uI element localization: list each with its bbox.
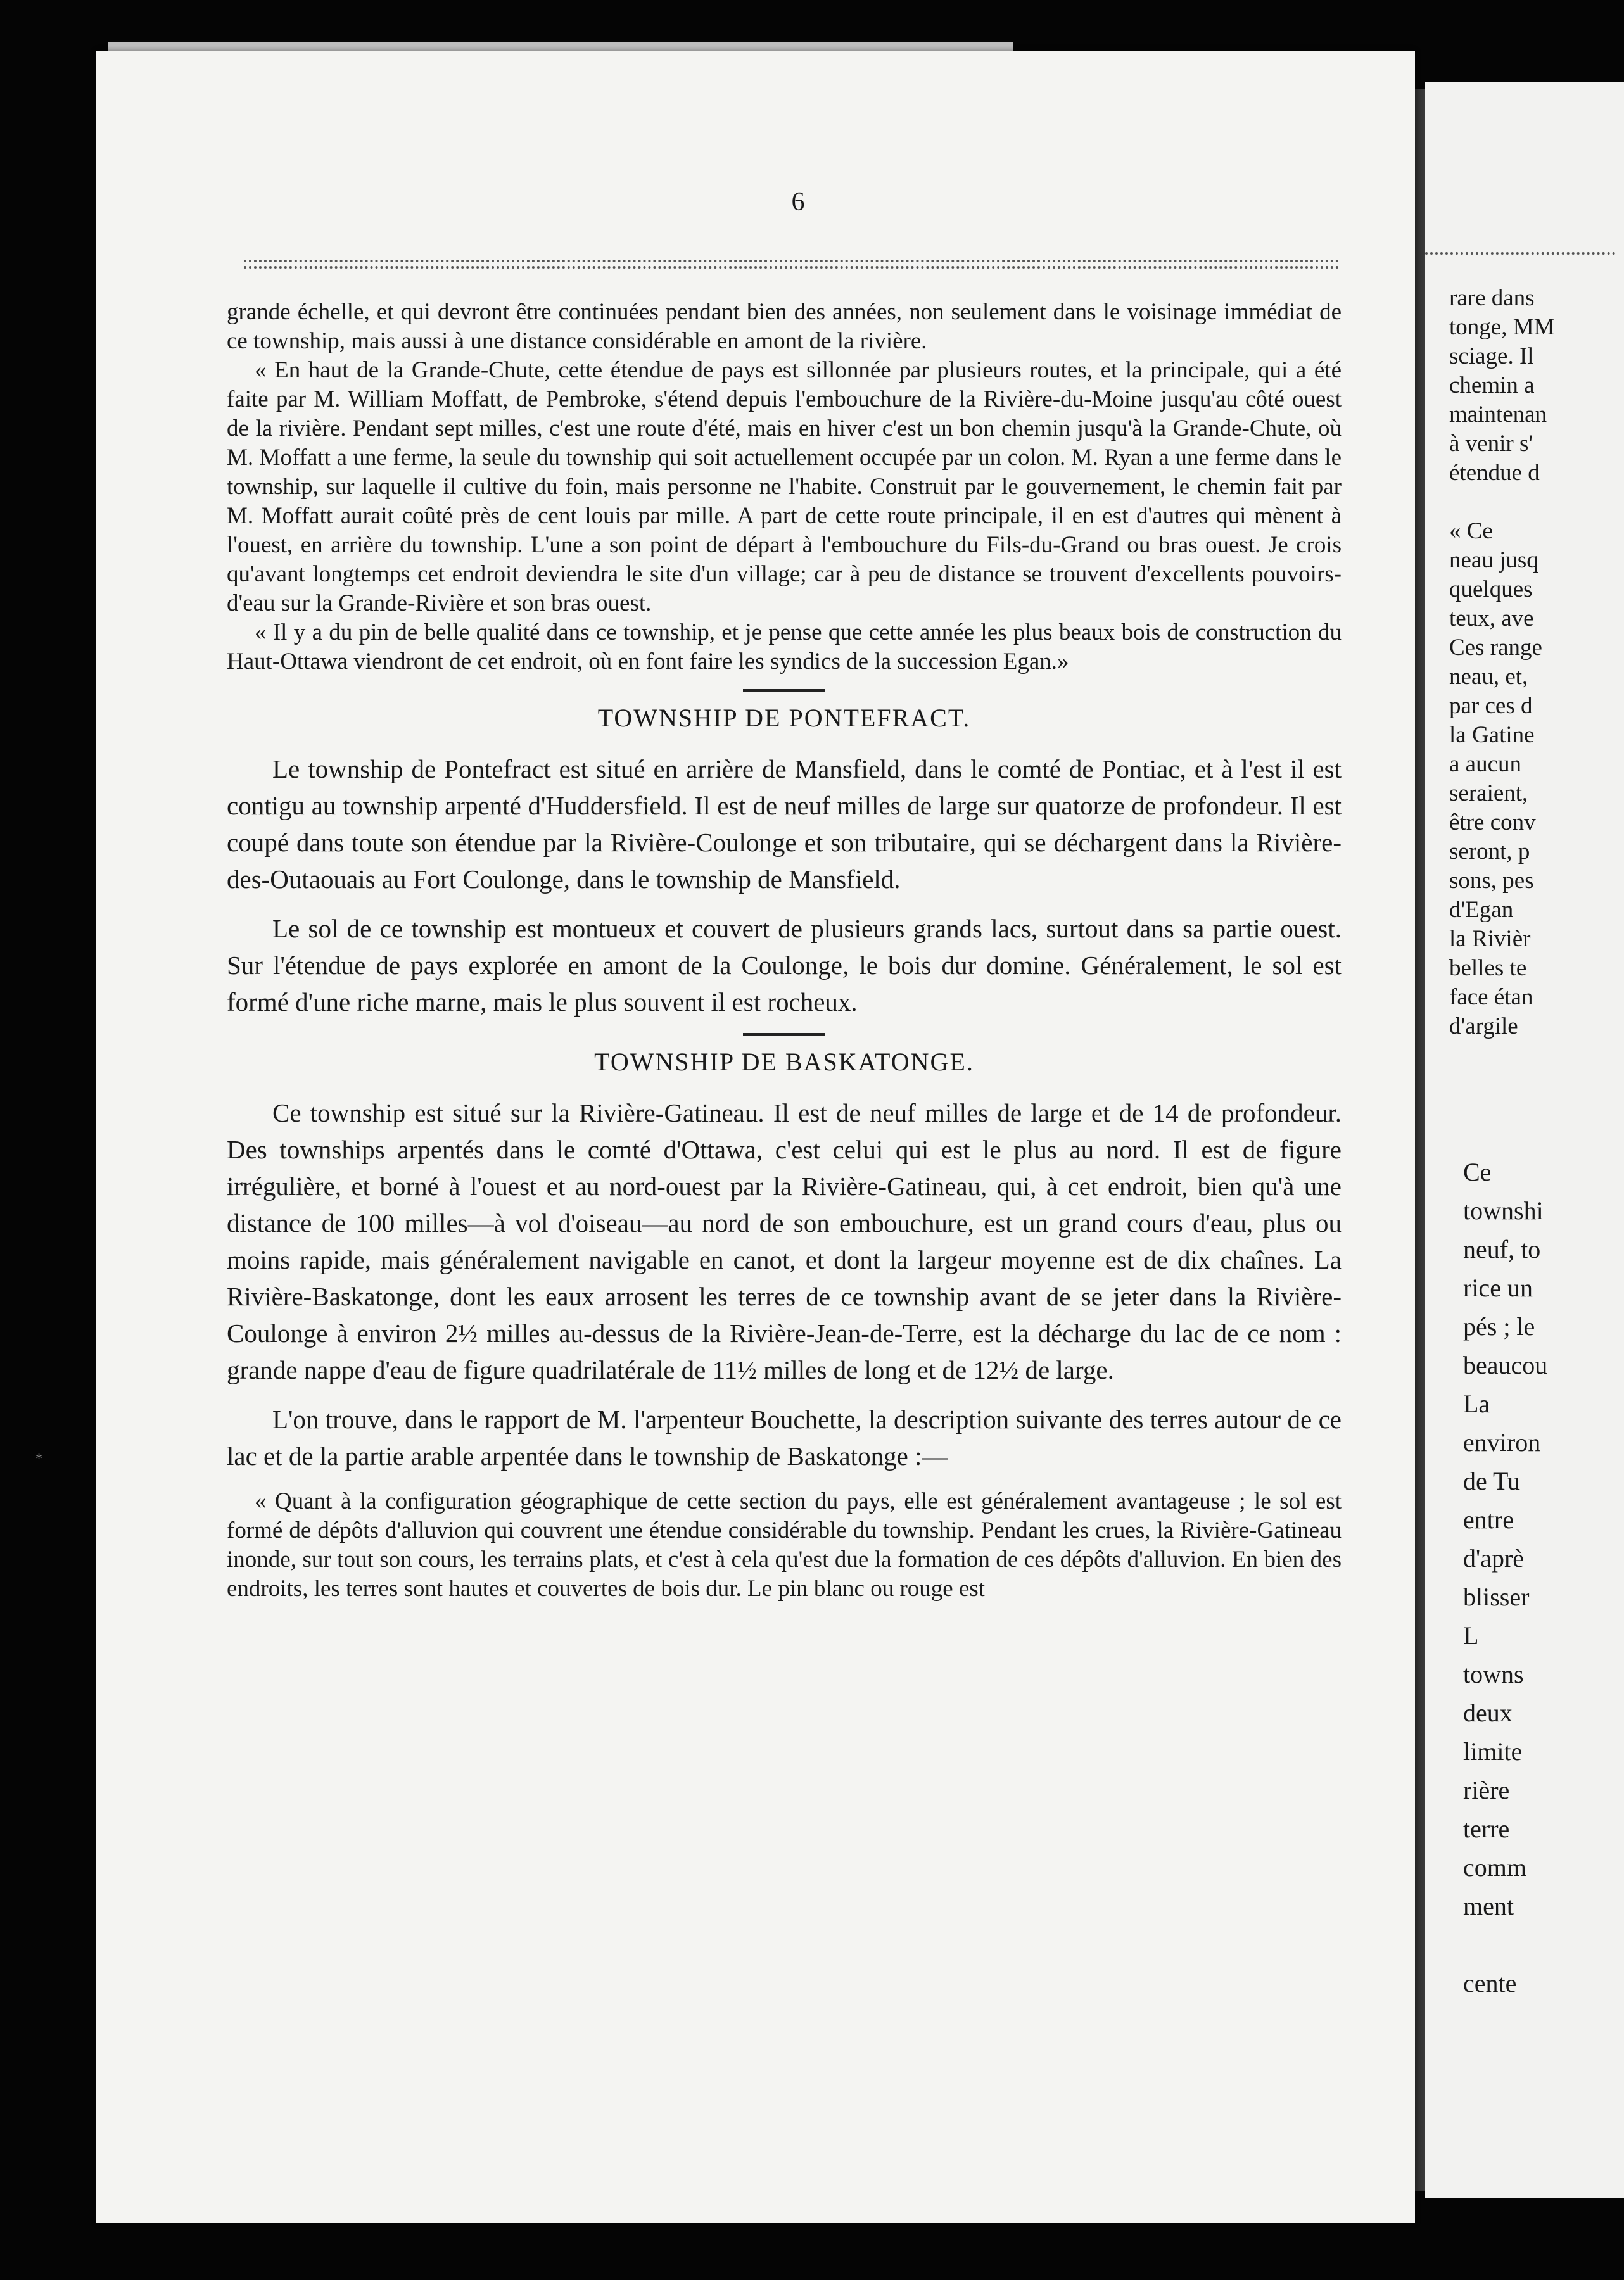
- next-page-line: L: [1463, 1621, 1479, 1650]
- intro-quote: [227, 298, 1342, 676]
- next-page-line: neuf, to: [1463, 1235, 1541, 1264]
- header-rule: [244, 260, 1340, 262]
- next-page-line: face étan: [1449, 984, 1533, 1010]
- next-page-line: maintenan: [1449, 402, 1547, 428]
- next-page-line: blisser: [1463, 1583, 1530, 1611]
- section-heading-pontefract: TOWNSHIP DE PONTEFRACT.: [597, 704, 971, 732]
- next-page-line: tonge, MM: [1449, 314, 1555, 340]
- intro-paragraph: « En haut de la Grande-Chute, cette étendue de pays est sillonnée par plusieurs routes, et la principale, qui a été faite par M. William Moffatt, de Pembroke, s'étend depuis l'embouchure de la Rivière-du-Moine jusqu'au côté ouest de la rivière. Pendant sept milles, c'est une route d'été, mais en hiver c'est un bon chemin jusqu'à la Grande-Chute, où M. Moffatt a une ferme, la seule du township qui soit actuellement occupée par un colon. M. Ryan a une ferme dans le township, sur laquelle il cultive du foin, mais personne ne l'habite. Construit par le gouvernement, le chemin fait par M. Moffatt aurait coûté près de cent louis par mille. A part de cette route principale, il en est d'autres qui mènent à l'ouest, en arrière du township. L'une a son point de départ à l'embouchure du Fils-du-Grand ou bras ouest. Je crois qu'avant longtemps cet endroit deviendra le site d'un village; car à peu de distance se trouvent d'excellents pouvoirs-d'eau sur la Grande-Rivière et son bras ouest.: [227, 357, 1342, 616]
- next-page-line: terre: [1463, 1814, 1510, 1843]
- next-page-lower-column: [1463, 1153, 1624, 2003]
- next-page-line: Ce: [1463, 1158, 1492, 1186]
- pontefract-body: [227, 750, 1342, 1020]
- next-page-line: la Gatine: [1449, 722, 1535, 748]
- next-page-line: pés ; le: [1463, 1312, 1535, 1341]
- next-page-line: rice un: [1463, 1274, 1533, 1302]
- next-page-line: limite: [1463, 1737, 1523, 1766]
- intro-paragraph: « Il y a du pin de belle qualité dans ce township, et je pense que cette année les plus beaux bois de construction du Haut-Ottawa viendront de cet endroit, où en font faire les syndics de la succession Egan.»: [227, 619, 1342, 674]
- next-page-line: a aucun: [1449, 751, 1522, 777]
- next-page-line: sciage. Il: [1449, 343, 1534, 369]
- next-page-line: ment: [1463, 1892, 1514, 1920]
- next-page-line: la Rivièr: [1449, 926, 1531, 952]
- next-page-line: belles te: [1449, 955, 1527, 981]
- next-page-line: environ: [1463, 1428, 1541, 1457]
- next-page-line: La: [1463, 1390, 1490, 1418]
- next-page-line: être conv: [1449, 809, 1536, 835]
- next-page-rule: [1425, 252, 1615, 257]
- next-page-line: cente: [1463, 1969, 1517, 1998]
- next-page-line: étendue d: [1449, 460, 1540, 486]
- body-paragraph: L'on trouve, dans le rapport de M. l'arpenteur Bouchette, la description suivante des terres autour de ce lac et de la partie arable arpentée dans le township de Baskatonge :—: [227, 1405, 1342, 1471]
- body-paragraph: Le township de Pontefract est situé en arrière de Mansfield, dans le comté de Pontiac, et à l'est il est contigu au township arpenté d'Huddersfield. Il est de neuf milles de large sur quatorze de profondeur. Il est coupé dans toute son étendue par la Rivière-Coulonge et son tributaire, qui se déchargent dans la Rivière-des-Outaouais au Fort Coulonge, dans le township de Mansfield.: [227, 754, 1342, 894]
- next-page-line: beaucou: [1463, 1351, 1548, 1379]
- next-page-line: rière: [1463, 1776, 1510, 1804]
- next-page-line: [1463, 1925, 1624, 1964]
- next-page-line: towns: [1463, 1660, 1524, 1688]
- next-page-line: [1449, 488, 1624, 517]
- next-page-line: « Ce: [1449, 518, 1493, 544]
- section-separator: [743, 1033, 825, 1036]
- next-page-line: seraient,: [1449, 780, 1528, 806]
- next-page-line: de Tu: [1463, 1467, 1521, 1495]
- next-page-line: rare dans: [1449, 285, 1535, 311]
- bouchette-quote: « Quant à la configuration géographique de cette section du pays, elle est généralement avantageuse ; le sol est formé de dépôts d'alluvion qui couvrent une étendue considérable du township. Pendant les crues, la Rivière-Gatineau inonde, sur tout son cours, les terrains plats, et c'est à cela qu'est due la formation de ces dépôts d'alluvion. En bien des endroits, les terres sont hautes et couvertes de bois dur. Le pin blanc ou rouge est: [227, 1488, 1342, 1602]
- next-page-line: seront, p: [1449, 839, 1530, 864]
- section-heading-baskatonge: TOWNSHIP DE BASKATONGE.: [594, 1048, 974, 1076]
- next-page-upper-column: [1449, 284, 1624, 1041]
- body-paragraph: Le sol de ce township est montueux et couvert de plusieurs grands lacs, surtout dans sa partie ouest. Sur l'étendue de pays explorée en amont de la Coulonge, le bois dur domine. Généralement, le sol est formé d'une riche marne, mais le plus souvent il est rocheux.: [227, 914, 1342, 1016]
- next-page-line: entre: [1463, 1505, 1514, 1534]
- page-number: 6: [791, 187, 805, 217]
- intro-paragraph: grande échelle, et qui devront être continuées pendant bien des années, non seulement dans le voisinage immédiat de ce township, mais aussi à une distance considérable en amont de la rivière.: [227, 299, 1342, 354]
- next-page-line: neau jusq: [1449, 547, 1538, 573]
- page-content: [227, 298, 1342, 1604]
- next-page-line: Ces range: [1449, 635, 1542, 661]
- next-page-line: deux: [1463, 1699, 1513, 1727]
- next-page-line: à venir s': [1449, 431, 1533, 457]
- scan-speck: *: [35, 1450, 42, 1466]
- next-page-line: quelques: [1449, 576, 1533, 602]
- next-page-line: sons, pes: [1449, 868, 1534, 894]
- baskatonge-body: [227, 1094, 1342, 1474]
- header-rule-second: [244, 266, 1340, 269]
- section-separator: [743, 689, 825, 692]
- next-page-line: townshi: [1463, 1196, 1544, 1225]
- body-paragraph: Ce township est situé sur la Rivière-Gatineau. Il est de neuf milles de large et de 14 de profondeur. Des townships arpentés dans le comté d'Ottawa, c'est celui qui est le plus au nord. Il est de figure irrégulière, et borné à l'ouest et au nord-ouest par la Rivière-Gatineau, qui, à cet endroit, bien qu'à une distance de 100 milles—à vol d'oiseau—au nord de son embouchure, est un grand cours d'eau, plus ou moins rapide, mais généralement navigable en canot, et dont la largeur moyenne est de dix chaînes. La Rivière-Baskatonge, dont les eaux arrosent les terres de ce township avant de se jeter dans la Rivière-Coulonge à environ 2½ milles au-dessus de la Rivière-Jean-de-Terre, est la décharge du lac de ce nom : grande nappe d'eau de figure quadrilatérale de 11½ milles de long et de 12½ de large.: [227, 1098, 1342, 1384]
- next-page-line: teux, ave: [1449, 605, 1534, 631]
- next-page-line: d'argile: [1449, 1013, 1518, 1039]
- next-page-line: neau, et,: [1449, 664, 1528, 690]
- next-page-line: d'aprè: [1463, 1544, 1525, 1573]
- next-page-line: comm: [1463, 1853, 1526, 1882]
- next-page-line: par ces d: [1449, 693, 1533, 719]
- next-page-line: d'Egan: [1449, 897, 1514, 923]
- next-page-line: chemin a: [1449, 372, 1535, 398]
- next-page-fragment: [1425, 82, 1624, 2198]
